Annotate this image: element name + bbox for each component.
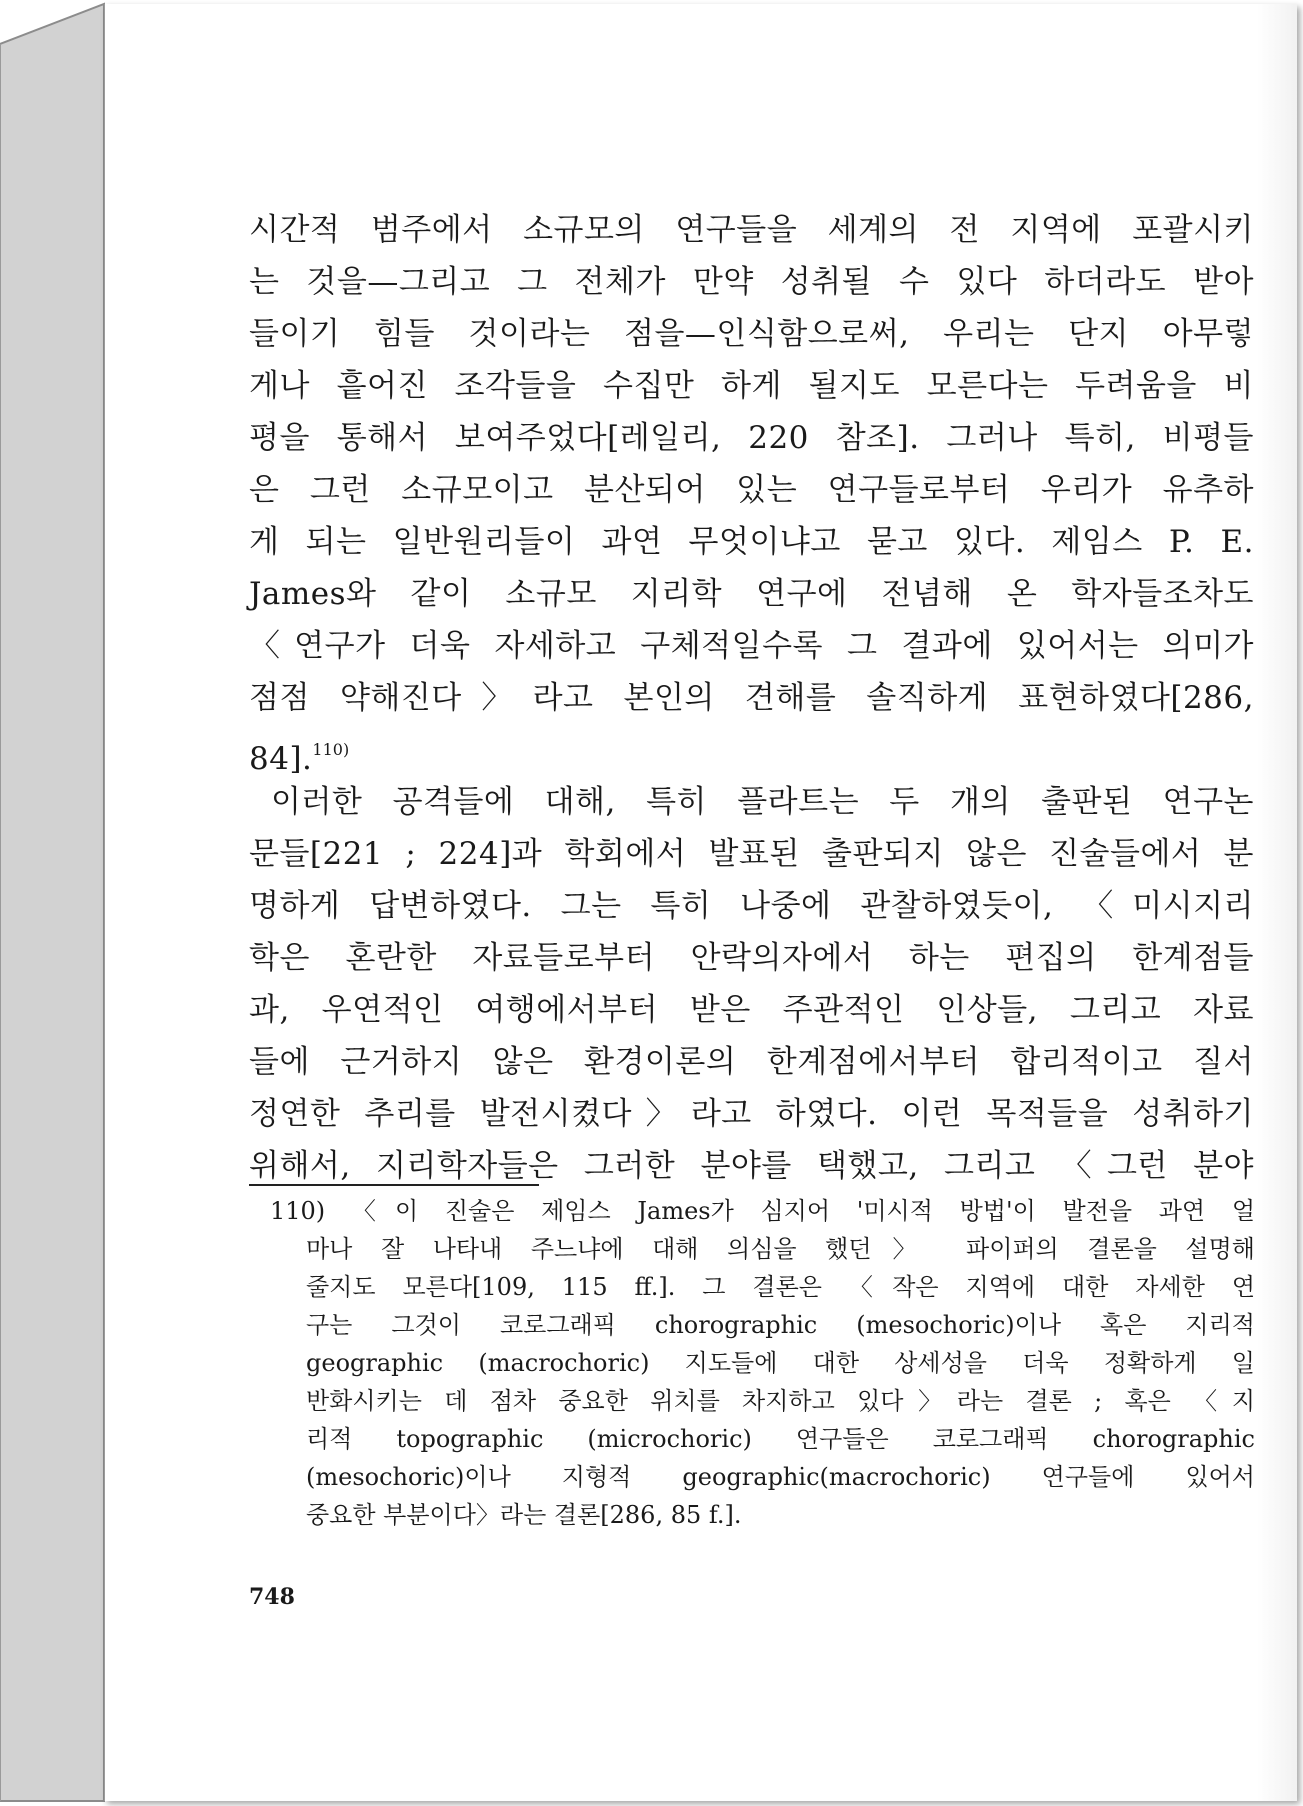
body-line: 평을 통해서 보여주었다[레일리, 220 참조]. 그러나 특히, 비평들 [249,420,1254,456]
footnote-line: 반화시키는 데 점차 중요한 위치를 차지하고 있다〉라는 결론 ; 혹은 〈지 [306,1387,1255,1415]
body-line: James와 같이 소규모 지리학 연구에 전념해 온 학자들조차도 [249,576,1254,612]
footnote-line: 줄지도 모른다[109, 115 ff.]. 그 결론은 〈작은 지역에 대한 자세한 연 [306,1273,1255,1301]
body-line [249,724,1254,776]
body-line: 〈연구가 더욱 자세하고 구체적일수록 그 결과에 있어서는 의미가 [249,628,1254,664]
body-line: 게나 흩어진 조각들을 수집만 하게 될지도 모른다는 두려움을 비 [249,368,1254,404]
body-line: 문들[221 ; 224]과 학회에서 발표된 출판되지 않은 진술들에서 분 [249,836,1254,872]
footnote-line: 리적 topographic (microchoric) 연구들은 코로그래픽 chorographic [306,1425,1255,1453]
book-spine-face [0,4,104,1801]
footnote-line: (mesochoric)이나 지형적 geographic(macrochoric) 연구들에 있어서 [306,1463,1255,1491]
page-number: 748 [249,1584,295,1610]
body-line: 과, 우연적인 여행에서부터 받은 주관적인 인상들, 그리고 자료 [249,992,1254,1028]
body-line: 정연한 추리를 발전시켰다〉라고 하였다. 이런 목적들을 성취하기 [249,1096,1254,1132]
body-line: 게 되는 일반원리들이 과연 무엇이냐고 묻고 있다. 제임스 P. E. [249,524,1254,560]
body-line: 위해서, 지리학자들은 그러한 분야를 택했고, 그리고 〈그런 분야 [249,1148,1254,1184]
body-line: 학은 혼란한 자료들로부터 안락의자에서 하는 편집의 한계점들 [249,940,1254,976]
book-page [104,4,1297,1801]
footnote-line: 마나 잘 나타내 주느냐에 대해 의심을 했던〉 파이퍼의 결론을 설명해 [306,1235,1255,1263]
footnote-line: geographic (macrochoric) 지도들에 대한 상세성을 더욱 정확하게 일 [306,1349,1255,1377]
body-line: 시간적 범주에서 소규모의 연구들을 세계의 전 지역에 포괄시키 [249,212,1254,248]
footnote-line: 110) 〈이 진술은 제임스 James가 심지어 '미시적 방법'이 발전을 과연 얼 [270,1197,1255,1225]
body-line: 는 것을—그리고 그 전체가 만약 성취될 수 있다 하더라도 받아 [249,264,1254,300]
footnote-line: 중요한 부분이다〉라는 결론[286, 85 f.]. [306,1501,742,1529]
page-shading [1257,4,1297,1801]
footnote-line: 구는 그것이 코로그래픽 chorographic (mesochoric)이나 혹은 지리적 [306,1311,1255,1339]
body-line: 명하게 답변하였다. 그는 특히 나중에 관찰하였듯이, 〈미시지리 [249,888,1254,924]
body-line-text: 84]. [249,741,313,777]
body-line: 들에 근거하지 않은 환경이론의 한계점에서부터 합리적이고 질서 [249,1044,1254,1080]
body-line: 이러한 공격들에 대해, 특히 플라트는 두 개의 출판된 연구논 [271,784,1254,820]
body-line: 은 그런 소규모이고 분산되어 있는 연구들로부터 우리가 유추하 [249,472,1254,508]
footnote-divider [249,1184,539,1186]
footnote-reference: 110) [312,740,350,759]
body-line: 들이기 힘들 것이라는 점을—인식함으로써, 우리는 단지 아무렇 [249,316,1254,352]
body-line: 점점 약해진다〉라고 본인의 견해를 솔직하게 표현하였다[286, [249,680,1254,716]
